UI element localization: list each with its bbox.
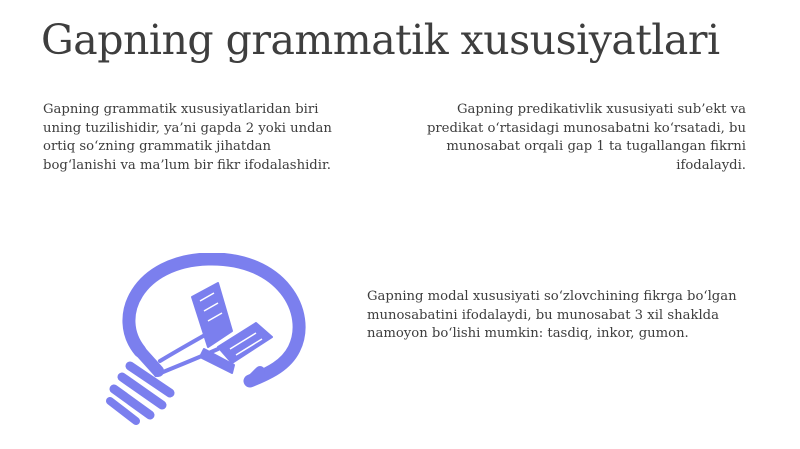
- paragraph-structure: Gapning grammatik xususiyatlaridan biri uning tuzilishidir, ya’ni gapda 2 yoki undan ortiq so‘zning grammatik jihatdan bog‘lanishi va ma’lum bir fikr ifodalashidir.: [43, 102, 332, 173]
- lightbulb-book-icon: [100, 253, 310, 428]
- paragraph-predicativity: Gapning predikativlik xususiyati sub’ekt va predikat o‘rtasidagi munosabatni ko‘rsatadi, bu munosabat orqali gap 1 ta tugallangan fikrni ifodalaydi.: [426, 102, 746, 173]
- paragraph-modality: Gapning modal xususiyati so‘zlovchining fikrga bo‘lgan munosabatini ifodalaydi, bu munosabat 3 xil shaklda namoyon bo‘lishi mumkin: tasdiq, inkor, gumon.: [367, 289, 737, 341]
- slide-title: Gapning grammatik xususiyatlari: [41, 16, 720, 64]
